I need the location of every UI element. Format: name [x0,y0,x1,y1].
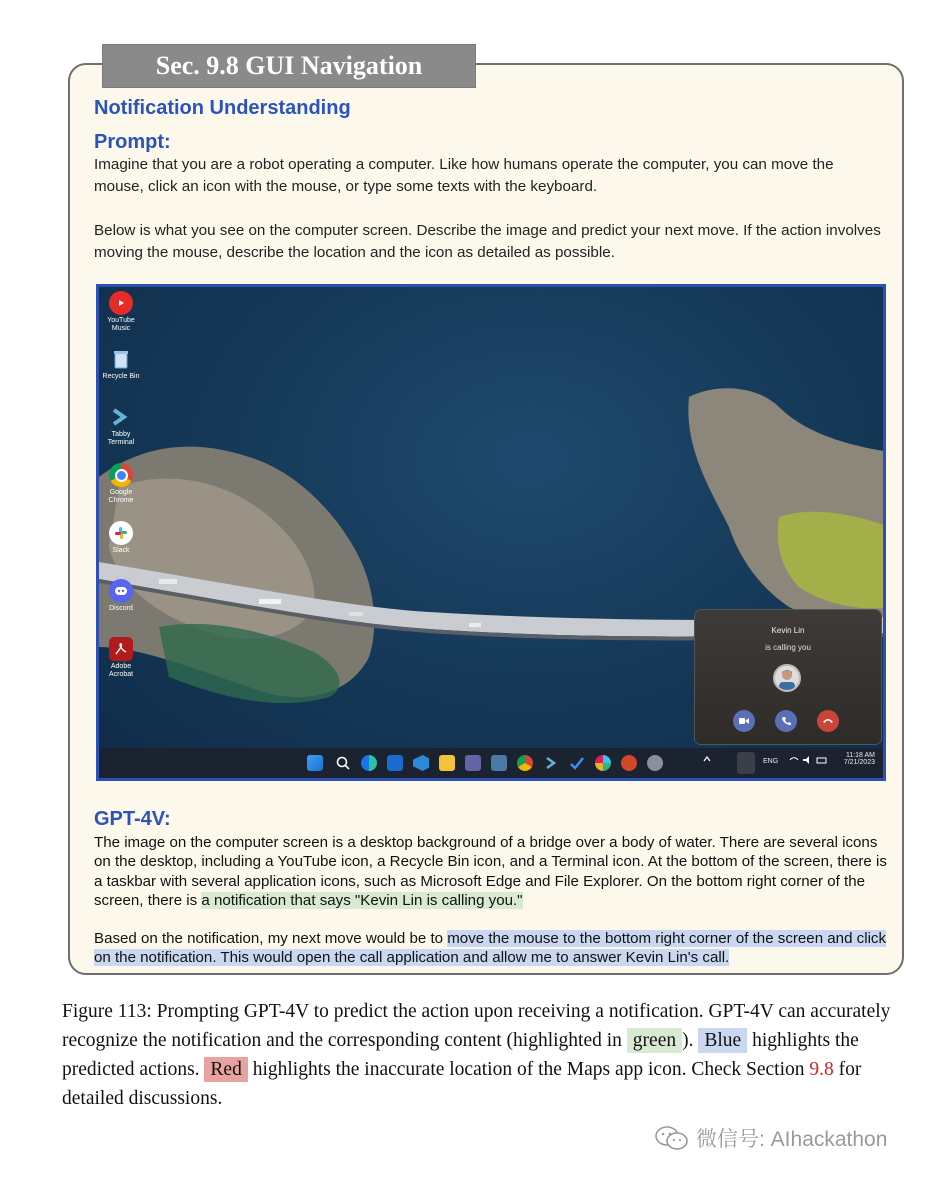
acrobat-icon [109,637,133,661]
teams-icon[interactable] [465,755,481,771]
desktop-icon-youtube-music[interactable] [101,291,141,333]
clock-date: 7/21/2023 [843,759,875,766]
mic-muted-icon[interactable] [737,752,755,774]
language-indicator[interactable]: ENG [763,758,779,765]
clock[interactable] [839,752,875,766]
response-paragraph-2 [94,929,894,968]
accept-call-button[interactable] [775,710,797,732]
response-paragraph-1 [94,833,894,910]
decline-call-button[interactable] [817,710,839,732]
caption-text: highlights the predicted actions. [62,1030,859,1080]
network-volume-battery-icons[interactable] [789,756,829,766]
desktop-icon-label: Slack [112,547,130,554]
slack-icon [109,521,133,545]
caller-avatar [773,664,801,692]
start-icon[interactable] [307,755,323,771]
desktop-icon-label: YouTube Music [107,317,135,332]
caption-text: Figure 113: Prompting GPT-4V to predict the action upon receiving a notification. GPT-4V can accurately recognize the notification and the corresponding content (highlighted in [62,1001,891,1051]
desktop-icon-acrobat[interactable] [101,637,141,679]
response-text: Based on the notification, my next move would be to [94,930,448,947]
hang-up-icon [822,718,834,724]
vscode-icon[interactable] [413,755,429,771]
caption-text: ). [682,1030,699,1051]
desktop-icon-label: Discord [109,605,133,612]
highlight-blue-text: move the mouse to the bottom right corner of the screen and click on the notification. This would open the call application and allow me to answer Kevin Lin's call. [94,930,887,967]
prompt-paragraph-1: Imagine that you are a robot operating a computer. Like how humans operate the computer, you can move the mouse, click an icon with the mouse, or type some texts with the keyboard. [94,156,834,195]
youtube-music-icon [109,291,133,315]
powerpoint-icon[interactable] [621,755,637,771]
highlight-green-text: a notification that says "Kevin Lin is calling you." [201,891,523,909]
wechat-watermark [654,1123,887,1153]
settings-icon[interactable] [647,755,663,771]
wechat-icon [654,1125,690,1151]
incoming-call-notification[interactable] [695,610,881,744]
desktop-icon-label: Recycle Bin [102,373,140,380]
desktop-icon-label: Adobe Acrobat [108,663,134,678]
desktop-icon-terminal[interactable] [101,405,141,447]
recycle-bin-icon [109,347,133,371]
video-call-button[interactable] [733,710,755,732]
edge-icon[interactable] [361,755,377,771]
desktop-icon-label: Google Chrome [108,489,134,504]
figure-caption [62,997,910,1113]
caption-red-chip: Red [204,1057,247,1082]
desktop-icon-label: Tabby Terminal [107,431,135,446]
todo-icon[interactable] [569,755,585,771]
chrome-icon [109,463,133,487]
call-status: is calling you [765,643,811,652]
video-camera-icon [739,717,749,725]
clock-time: 11:18 AM [845,752,875,759]
prompt-label: Prompt: [94,131,171,153]
app-icon[interactable] [491,755,507,771]
section-tab: Sec. 9.8 GUI Navigation [102,44,476,88]
desktop-icon-recycle-bin[interactable] [101,347,141,381]
caption-green-chip: green [627,1028,682,1053]
response-text: The image on the computer screen is a desktop background of a bridge over a body of water. There are several icons on the desktop, including a YouTube icon, a Recycle Bin icon, and a Terminal icon. At the bottom of the screen, there is a taskbar with several application icons, such as Microsoft Edge and File Explorer. On the bottom right corner of the screen, there is [94,834,887,909]
outlook-icon[interactable] [387,755,403,771]
caption-text: for detailed discussions. [62,1059,862,1109]
desktop-screenshot [96,284,886,781]
tray-chevron-icon[interactable] [703,756,711,764]
desktop-icon-chrome[interactable] [101,463,141,505]
caption-blue-chip: Blue [698,1028,747,1053]
phone-icon [781,716,791,726]
section-heading: Notification Understanding [94,97,351,119]
caller-name: Kevin Lin [771,626,805,635]
file-explorer-icon[interactable] [439,755,455,771]
desktop-icon-discord[interactable] [101,579,141,613]
section-reference-link[interactable]: 9.8 [809,1059,834,1080]
caption-text: highlights the inaccurate location of the Maps app icon. Check Section [247,1059,810,1080]
slack-icon[interactable] [595,755,611,771]
desktop-icon-slack[interactable] [101,521,141,555]
response-label: GPT-4V: [94,808,171,830]
watermark-text: 微信号: AIhackathon [696,1128,888,1151]
terminal-icon [109,405,133,429]
search-icon[interactable] [335,755,351,771]
chrome-icon[interactable] [517,755,533,771]
terminal-icon[interactable] [543,755,559,771]
discord-icon [109,579,133,603]
taskbar [99,748,883,778]
prompt-paragraph-2: Below is what you see on the computer screen. Describe the image and predict your next move. If the action involves moving the mouse, describe the location and the icon as detailed as possible. [94,222,881,261]
